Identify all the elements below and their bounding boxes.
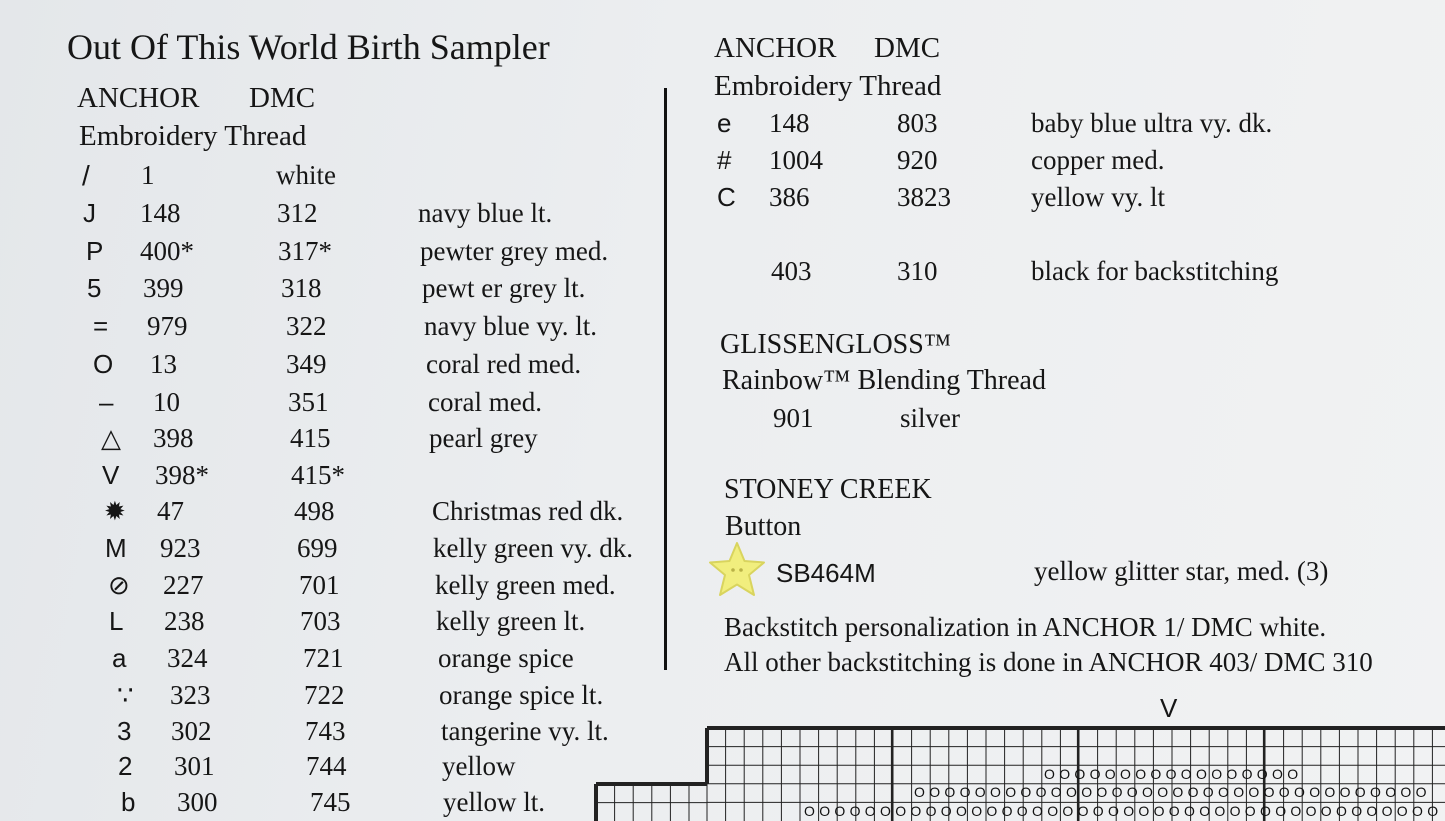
left-anchor-header: ANCHOR	[77, 82, 200, 114]
key-symbol: P	[86, 236, 104, 266]
chart-stitch-symbol: O	[1044, 766, 1055, 782]
color-name: coral red med.	[426, 349, 582, 379]
color-name: black for backstitching	[1031, 256, 1279, 286]
chart-stitch-symbol: O	[1324, 784, 1336, 800]
dmc-number: 317*	[278, 236, 332, 266]
chart-stitch-symbol: O	[1104, 766, 1116, 782]
chart-stitch-symbol: O	[974, 784, 986, 800]
chart-stitch-symbol: O	[910, 803, 922, 819]
anchor-number: 923	[160, 533, 201, 563]
chart-stitch-symbol: O	[1385, 784, 1397, 800]
dmc-number: 351	[288, 387, 329, 417]
chart-stitch-symbol: O	[940, 803, 952, 819]
chart-stitch-symbol: O	[819, 803, 831, 819]
anchor-number: 1	[141, 160, 155, 190]
chart-stitch-symbol: O	[1077, 803, 1089, 819]
key-symbol: △	[101, 423, 121, 453]
chart-stitch-symbol: O	[944, 784, 956, 800]
chart-stitch-symbol: O	[1226, 766, 1238, 782]
chart-stitch-symbol: O	[1092, 803, 1104, 819]
key-symbol: ∵	[117, 680, 134, 710]
chart-stitch-symbol: O	[1263, 784, 1275, 800]
chart-stitch-symbol: O	[1248, 784, 1260, 800]
right-subheader: Embroidery Thread	[714, 70, 942, 102]
color-name: kelly green med.	[435, 570, 616, 600]
chart-stitch-symbol: O	[1218, 784, 1229, 800]
chart-stitch-symbol: O	[1415, 784, 1427, 800]
chart-stitch-symbol: O	[1294, 784, 1305, 800]
chart-stitch-symbol: O	[1089, 766, 1101, 782]
chart-stitch-symbol: O	[1066, 784, 1077, 800]
key-symbol: =	[93, 311, 109, 341]
key-symbol: #	[717, 145, 732, 175]
chart-stitch-symbol: O	[1278, 784, 1290, 800]
anchor-number: 238	[164, 606, 205, 636]
chart-stitch-symbol: O	[1001, 803, 1013, 819]
anchor-number: 1004	[769, 145, 823, 175]
chart-stitch-symbol: O	[990, 784, 1001, 800]
chart-stitch-symbol: O	[1168, 803, 1180, 819]
key-symbol: /	[82, 160, 90, 191]
chart-stitch-symbol: O	[1150, 766, 1162, 782]
chart-stitch-symbol: O	[1135, 766, 1147, 782]
color-name: navy blue vy. lt.	[424, 311, 597, 341]
chart-stitch-symbol: O	[1081, 784, 1093, 800]
chart-stitch-symbol: O	[1354, 784, 1366, 800]
stoney-creek-name: yellow glitter star, med. (3)	[1034, 556, 1329, 586]
chart-stitch-symbol: O	[1138, 803, 1150, 819]
dmc-number: 318	[281, 273, 322, 303]
chart-stitch-symbol: O	[864, 803, 876, 819]
anchor-number: 227	[163, 570, 204, 600]
anchor-number: 399	[143, 273, 184, 303]
chart-stitch-symbol: O	[1427, 803, 1439, 819]
chart-stitch-symbol: O	[929, 784, 941, 800]
stoney-creek-brand: STONEY CREEK	[724, 474, 932, 505]
chart-stitch-symbol: O	[914, 784, 925, 800]
chart-stitch-symbol: O	[1032, 803, 1043, 819]
dmc-number: 703	[300, 606, 341, 636]
dmc-number: 415*	[291, 460, 345, 490]
note-personalization: Backstitch personalization in ANCHOR 1/ DMC white.	[724, 612, 1327, 642]
glissengloss-name: silver	[900, 403, 960, 433]
anchor-number: 10	[153, 387, 180, 417]
key-symbol: 2	[118, 751, 133, 781]
chart-stitch-symbol: O	[1272, 766, 1283, 782]
chart-stitch-symbol: O	[1016, 803, 1028, 819]
chart-stitch-symbol: O	[804, 803, 815, 819]
chart-stitch-symbol: O	[1142, 784, 1153, 800]
chart-stitch-symbol: O	[1108, 803, 1119, 819]
chart-stitch-symbol: O	[1196, 766, 1207, 782]
chart-stitch-symbol: O	[986, 803, 998, 819]
color-name: tangerine vy. lt.	[441, 716, 609, 746]
chart-stitch-symbol: O	[1059, 766, 1071, 782]
chart-stitch-symbol: O	[1412, 803, 1423, 819]
chart-stitch-symbol: O	[849, 803, 861, 819]
chart-stitch-symbol: O	[1275, 803, 1287, 819]
key-symbol: ✹	[104, 496, 126, 526]
chart-stitch-symbol: O	[1005, 784, 1017, 800]
anchor-number: 323	[170, 680, 211, 710]
key-symbol: C	[717, 182, 736, 212]
chart-stitch-symbol: O	[1047, 803, 1059, 819]
color-name: navy blue lt.	[418, 198, 553, 228]
anchor-number: 148	[769, 108, 810, 138]
right-dmc-header: DMC	[874, 32, 941, 64]
left-subheader: Embroidery Thread	[79, 120, 307, 152]
chart-stitch-symbol: O	[1172, 784, 1184, 800]
dmc-number: 415	[290, 423, 331, 453]
chart-stitch-symbol: O	[1366, 803, 1378, 819]
chart-stitch-symbol: O	[1336, 803, 1347, 819]
dmc-number: 322	[286, 311, 327, 341]
key-symbol: b	[121, 787, 136, 817]
chart-stitch-symbol: O	[1241, 766, 1253, 782]
anchor-number: 386	[769, 182, 810, 212]
dmc-number: 699	[297, 533, 338, 563]
anchor-number: 47	[157, 496, 184, 526]
glissengloss-code: 901	[773, 403, 814, 433]
chart-stitch-symbol: O	[1199, 803, 1211, 819]
anchor-number: 324	[167, 643, 208, 673]
dmc-number: 803	[897, 108, 938, 138]
anchor-number: 148	[140, 198, 181, 228]
chart-stitch-symbol: O	[1287, 766, 1299, 782]
dmc-number: 743	[305, 716, 346, 746]
key-symbol: a	[112, 643, 127, 673]
key-symbol: e	[717, 108, 732, 138]
chart-stitch-symbol: O	[1256, 766, 1268, 782]
stoney-creek-product: Button	[725, 511, 802, 542]
key-symbol: M	[105, 533, 127, 563]
glissengloss-product: Rainbow™ Blending Thread	[722, 365, 1046, 396]
chart-stitch-symbol: O	[1187, 784, 1199, 800]
color-name: pewt er grey lt.	[422, 273, 586, 303]
color-name: pearl grey	[429, 423, 538, 453]
dmc-number: 722	[304, 680, 345, 710]
chart-stitch-symbol: O	[1202, 784, 1214, 800]
color-name: coral med.	[428, 387, 542, 417]
color-name: pewter grey med.	[420, 236, 609, 266]
chart-stitch-symbol: O	[1062, 803, 1074, 819]
anchor-number: 301	[174, 751, 215, 781]
anchor-number: 398*	[155, 460, 209, 490]
anchor-number: 398	[153, 423, 194, 453]
chart-stitch-symbol: O	[959, 784, 971, 800]
anchor-number: 400*	[140, 236, 194, 266]
chart-stitch-symbol: O	[1214, 803, 1226, 819]
color-name: yellow vy. lt	[1031, 182, 1165, 212]
anchor-number: 13	[150, 349, 177, 379]
color-name: copper med.	[1031, 145, 1165, 175]
color-name: Christmas red dk.	[432, 496, 624, 526]
chart-stitch-symbol: O	[1351, 803, 1363, 819]
chart-stitch-symbol: O	[1165, 766, 1177, 782]
chart-stitch-symbol: O	[1396, 803, 1408, 819]
dmc-number: 920	[897, 145, 938, 175]
color-name: yellow	[442, 751, 516, 781]
anchor-number: 403	[771, 256, 812, 286]
key-symbol: J	[83, 198, 96, 228]
color-name: orange spice	[438, 643, 574, 673]
dmc-number: 349	[286, 349, 327, 379]
chart-stitch-symbol: O	[1339, 784, 1351, 800]
chart-stitch-symbol: O	[1244, 803, 1256, 819]
chart-stitch-symbol: O	[1305, 803, 1317, 819]
key-symbol: O	[93, 349, 114, 379]
anchor-number: 979	[147, 311, 188, 341]
dmc-number: 312	[277, 198, 318, 228]
chart-stitch-symbol: O	[1096, 784, 1108, 800]
key-symbol: ⊘	[108, 570, 130, 600]
key-symbol: ‒	[99, 387, 114, 417]
dmc-number: white	[276, 160, 336, 190]
chart-stitch-symbol: O	[1184, 803, 1195, 819]
dmc-number: 310	[897, 256, 938, 286]
chart-stitch-symbol: O	[1123, 803, 1135, 819]
dmc-number: 744	[306, 751, 347, 781]
glissengloss-brand: GLISSENGLOSS™	[720, 329, 952, 360]
key-symbol: L	[109, 606, 124, 636]
chart-center-marker: V	[1160, 693, 1178, 723]
chart-stitch-symbol: O	[1320, 803, 1332, 819]
chart-stitch-symbol: O	[1020, 784, 1032, 800]
page-title: Out Of This World Birth Sampler	[67, 27, 550, 67]
chart-stitch-symbol: O	[1180, 766, 1192, 782]
chart-stitch-symbol: O	[1126, 784, 1138, 800]
chart-stitch-symbol: O	[925, 803, 937, 819]
chart-stitch-symbol: O	[895, 803, 907, 819]
chart-stitch-symbol: O	[1400, 784, 1412, 800]
dmc-number: 721	[303, 643, 344, 673]
chart-stitch-symbol: O	[971, 803, 983, 819]
chart-stitch-symbol: O	[956, 803, 967, 819]
chart-stitch-symbol: O	[1111, 784, 1123, 800]
chart-stitch-symbol: O	[880, 803, 891, 819]
chart-stitch-symbol: O	[1260, 803, 1271, 819]
chart-stitch-symbol: O	[1120, 766, 1131, 782]
anchor-number: 300	[177, 787, 218, 817]
right-anchor-header: ANCHOR	[714, 32, 837, 64]
dmc-number: 745	[310, 787, 351, 817]
chart-stitch-symbol: O	[1370, 784, 1381, 800]
chart-stitch-symbol: O	[1035, 784, 1047, 800]
color-name: orange spice lt.	[439, 680, 604, 710]
anchor-number: 302	[171, 716, 212, 746]
key-symbol: 5	[87, 273, 102, 303]
dmc-number: 3823	[897, 182, 951, 212]
color-name: baby blue ultra vy. dk.	[1031, 108, 1273, 138]
chart-stitch-symbol: O	[1229, 803, 1241, 819]
chart-stitch-symbol: O	[1381, 803, 1393, 819]
color-name: kelly green lt.	[436, 606, 586, 636]
left-dmc-header: DMC	[249, 82, 316, 114]
stoney-creek-code: SB464M	[776, 558, 876, 588]
color-name: kelly green vy. dk.	[433, 533, 633, 563]
chart-stitch-symbol: O	[1157, 784, 1169, 800]
chart-stitch-symbol: O	[1050, 784, 1062, 800]
key-symbol: 3	[117, 716, 132, 746]
color-name: yellow lt.	[443, 787, 545, 817]
chart-stitch-symbol: O	[1309, 784, 1321, 800]
key-symbol: V	[102, 460, 120, 490]
chart-stitch-symbol: O	[1211, 766, 1223, 782]
dmc-number: 701	[299, 570, 340, 600]
dmc-number: 498	[294, 496, 335, 526]
chart-stitch-symbol: O	[1290, 803, 1302, 819]
chart-stitch-symbol: O	[1233, 784, 1245, 800]
chart-stitch-symbol: O	[1153, 803, 1165, 819]
chart-stitch-symbol: O	[1074, 766, 1086, 782]
note-backstitching: All other backstitching is done in ANCHOR 403/ DMC 310	[724, 647, 1373, 677]
chart-stitch-symbol: O	[834, 803, 846, 819]
